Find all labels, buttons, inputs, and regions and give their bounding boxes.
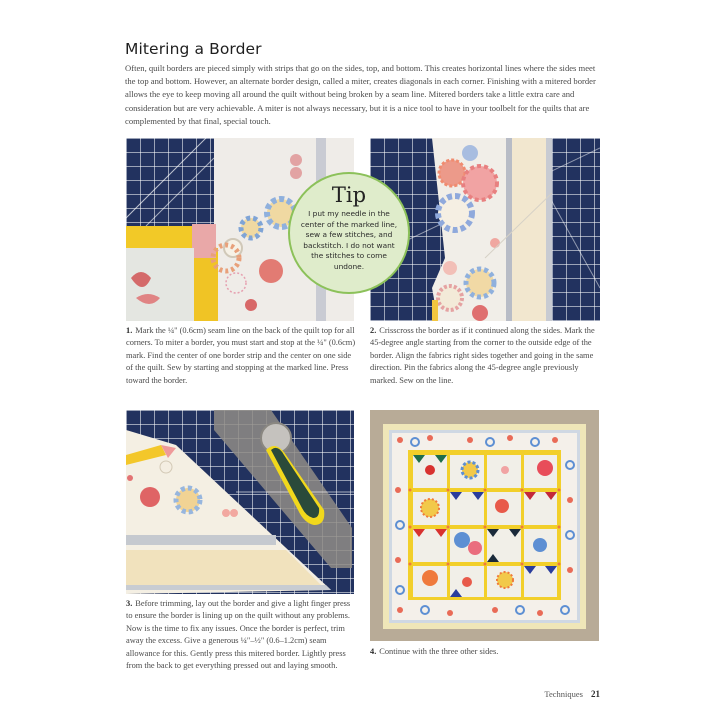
step-1-caption: [126, 325, 358, 387]
page-footer: [544, 689, 600, 699]
tip-callout: [288, 172, 410, 294]
section-name: Techniques: [544, 689, 583, 699]
step-4-caption: [370, 646, 602, 658]
step-number: 2.: [370, 326, 377, 335]
tip-title: Tip: [331, 183, 367, 207]
page-title: Mitering a Border: [125, 40, 262, 58]
step-2-caption: [370, 325, 602, 387]
page-number: 21: [591, 689, 600, 699]
intro-paragraph: Often, quilt borders are pieced simply with strips that go on the sides, top, and bottom. This creates horizontal lines where the sides meet the top and bottom. However, an alternate border design, called a miter, creates diagonals in each corner. Finishing with a mitered border allows the eye to keep moving all around the quilt without being broken by a seam line. Mitered borders take a little extra care and consideration but are very achievable. A miter is not always necessary, but it is a nice tool to have in your toolbelt for the quilts that are complemented by that final, special touch.: [125, 63, 596, 126]
step-text: Mark the ¼" (0.6cm) seam line on the back of the quilt top for all corners. To miter a border, you must start and stop at the ¼" (0.6cm) mark. Find the center of one border strip and the center on one side of the quilt. Sew by starting and stopping at the marked line. Press toward the border.: [126, 326, 356, 385]
step-text: Crisscross the border as if it continued along the sides. Mark the 45-degree angle starting from the corner to the outside edge of the border. Align the fabrics right sides together and going in the same direction. Pin the fabrics along the 45-degree angle previously marked. Sew on the line.: [370, 326, 595, 385]
tip-text: I put my needle in the center of the marked line, sew a few stitches, and backstitch. I do not want the stitches to come undone.: [300, 209, 398, 271]
step-3-photo: [126, 410, 354, 594]
step-3-illustration: [126, 410, 354, 594]
step-text: Continue with the three other sides.: [379, 647, 499, 656]
step-4-photo: [370, 410, 599, 641]
step-number: 3.: [126, 599, 133, 608]
finished-quilt-illustration: [370, 410, 599, 641]
step-text: Before trimming, lay out the border and give a light finger press to ensure the border is lining up on the quilt without any problems. Now is the time to fix any issues. Once the border is perfect, trim away the excess. Give a generous ¼"–½" (0.6–1.2cm) seam allowance for this. Gently press this mitered border. Lightly press from the back to get everything pressed out and laying smooth.: [126, 599, 351, 671]
step-number: 1.: [126, 326, 133, 335]
step-number: 4.: [370, 647, 377, 656]
step-3-caption: [126, 598, 358, 672]
